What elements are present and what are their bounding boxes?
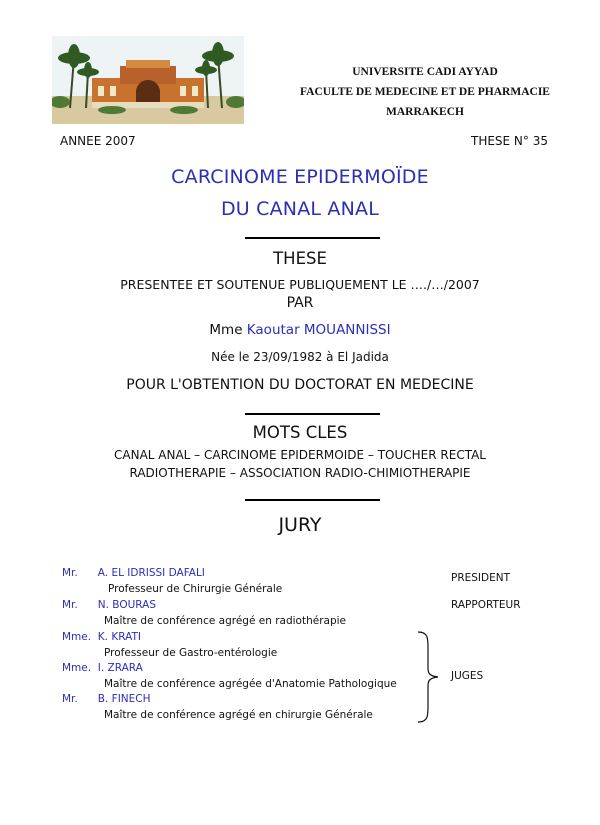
divider xyxy=(245,413,380,415)
these-heading: THESE xyxy=(273,249,327,268)
jury-member-name: Mme. K. KRATI xyxy=(62,631,141,643)
birth-info: Née le 23/09/1982 à El Jadida xyxy=(211,350,389,364)
degree-purpose: POUR L'OBTENTION DU DOCTORAT EN MEDECINE xyxy=(126,377,474,393)
jury-member-name: Mr. N. BOURAS xyxy=(62,599,156,611)
author-name: Kaoutar MOUANNISSI xyxy=(246,322,391,338)
role-juges: JUGES xyxy=(451,670,484,682)
university-name: UNIVERSITE CADI AYYAD xyxy=(352,66,498,78)
divider xyxy=(245,237,380,239)
keywords-line2: RADIOTHERAPIE – ASSOCIATION RADIO-CHIMIOTHERAPIE xyxy=(129,466,471,480)
author-line xyxy=(0,322,600,338)
keywords-heading: MOTS CLES xyxy=(252,423,348,442)
city-name: MARRAKECH xyxy=(386,106,464,118)
jury-member-title: Maître de conférence agrégé en chirurgie Générale xyxy=(104,709,373,721)
author-prefix: Mme xyxy=(209,322,243,338)
faculty-logo xyxy=(52,36,244,124)
jury-member-title: Maître de conférence agrégée d'Anatomie Pathologique xyxy=(104,678,397,690)
jury-member-title: Professeur de Chirurgie Générale xyxy=(108,583,283,595)
thesis-number: THESE N° 35 xyxy=(470,134,548,148)
keywords-line1: CANAL ANAL – CARCINOME EPIDERMOIDE – TOUCHER RECTAL xyxy=(114,448,486,462)
jury-heading: JURY xyxy=(278,514,322,536)
faculty-building-image xyxy=(52,36,244,124)
par-label: PAR xyxy=(286,295,314,311)
jury-member-name: Mr. A. EL IDRISSI DAFALI xyxy=(62,567,205,579)
academic-year: ANNEE 2007 xyxy=(60,134,136,148)
jury-member-name: Mme. I. ZRARA xyxy=(62,662,143,674)
role-rapporteur: RAPPORTEUR xyxy=(451,599,521,611)
presented-line: PRESENTEE ET SOUTENUE PUBLIQUEMENT LE …./…/2007 xyxy=(120,277,480,292)
thesis-title-line1: CARCINOME EPIDERMOÏDE xyxy=(171,166,429,188)
thesis-title-line2: DU CANAL ANAL xyxy=(220,198,380,220)
role-president: PRESIDENT xyxy=(451,572,511,584)
jury-member-title: Professeur de Gastro-entérologie xyxy=(104,647,278,659)
jury-member-title: Maître de conférence agrégé en radiothérapie xyxy=(104,615,346,627)
faculty-name: FACULTE DE MEDECINE ET DE PHARMACIE xyxy=(300,86,550,98)
divider xyxy=(245,499,380,501)
judges-brace xyxy=(414,630,444,724)
jury-member-name: Mr. B. FINECH xyxy=(62,693,151,705)
